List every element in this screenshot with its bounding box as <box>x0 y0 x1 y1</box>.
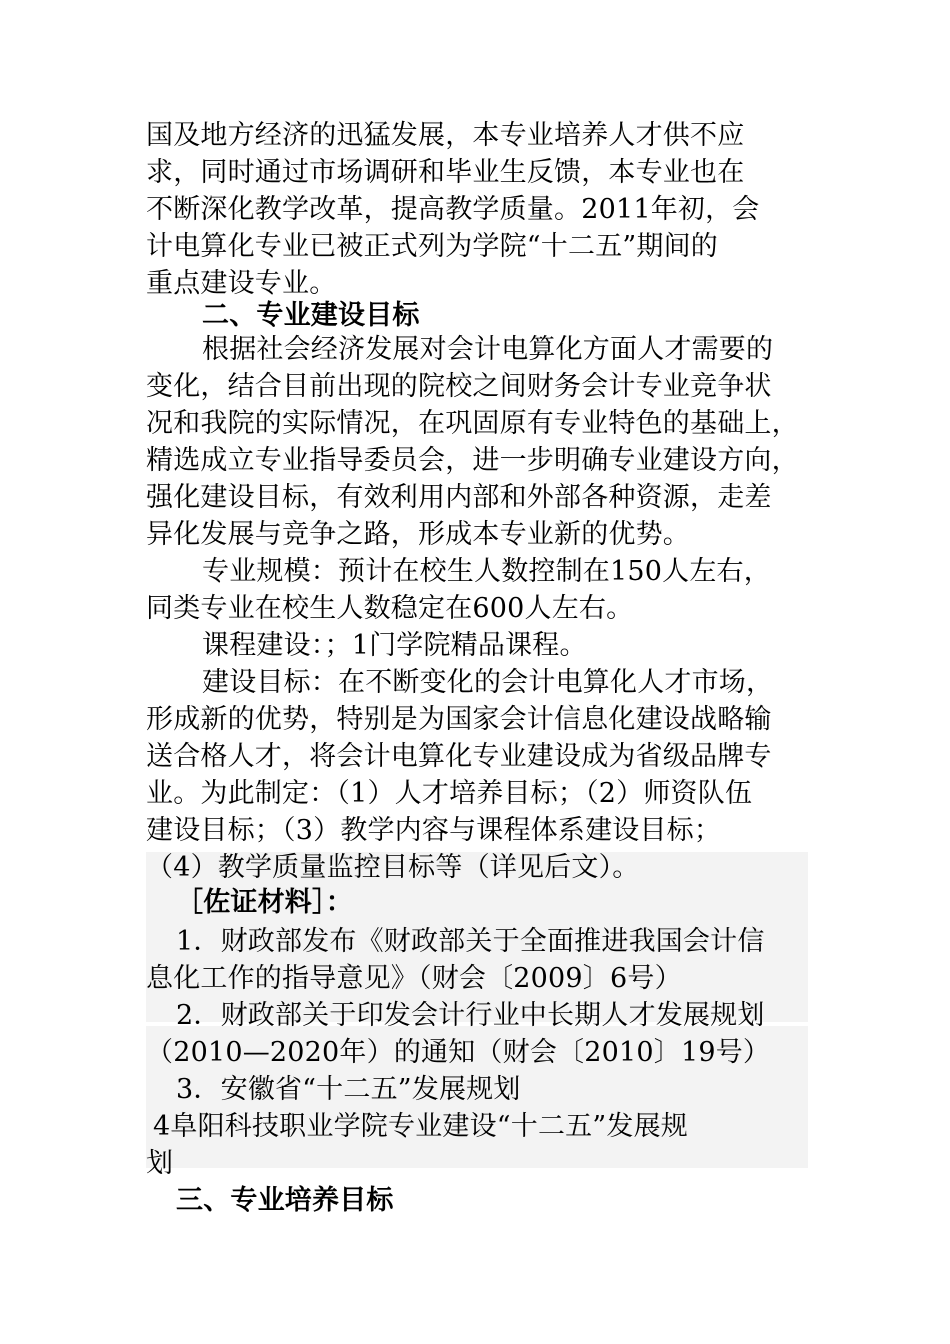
body-text-line: 变化，结合目前出现的院校之间财务会计专业竞争状 <box>146 371 772 402</box>
body-text-line: 建设目标：在不断变化的会计电算化人才市场， <box>202 667 774 698</box>
body-text-line: 不断深化教学改革，提高教学质量。2011年初，会 <box>146 194 760 225</box>
evidence-item: 2．财政部关于印发会计行业中长期人才发展规划 <box>176 1000 765 1031</box>
section-heading: 二、专业建设目标 <box>202 300 420 331</box>
evidence-item: 划 <box>146 1148 174 1179</box>
body-text-line: 精选成立专业指导委员会，进一步明确专业建设方向， <box>146 445 799 476</box>
body-text-line: 专业规模：预计在校生人数控制在150人左右， <box>202 556 771 587</box>
section-heading: 三、专业培养目标 <box>176 1185 394 1216</box>
body-text-line: 强化建设目标，有效利用内部和外部各种资源，走差 <box>146 482 772 513</box>
body-text-line: 重点建设专业。 <box>146 268 337 299</box>
body-text-line: 异化发展与竞争之路，形成本专业新的优势。 <box>146 519 690 550</box>
body-text-line: 况和我院的实际情况，在巩固原有专业特色的基础上， <box>146 408 799 439</box>
evidence-item: 1．财政部发布《财政部关于全面推进我国会计信 <box>176 926 765 957</box>
body-text-line: 课程建设：；1门学院精品课程。 <box>202 630 587 661</box>
body-text-line: 根据社会经济发展对会计电算化方面人才需要的 <box>202 334 774 365</box>
body-text-line: 计电算化专业已被正式列为学院“十二五”期间的 <box>146 231 719 262</box>
evidence-item: 息化工作的指导意见》（财会〔2009〕6号） <box>146 963 682 994</box>
body-text-line: 送合格人才，将会计电算化专业建设成为省级品牌专 <box>146 741 772 772</box>
body-text-line: 业。为此制定：（1）人才培养目标；（2）师资队伍 <box>146 778 753 809</box>
evidence-title: ［佐证材料］： <box>176 887 353 918</box>
evidence-item: 4阜阳科技职业学院专业建设“十二五”发展规 <box>153 1111 688 1142</box>
body-text-line: 求，同时通过市场调研和毕业生反馈，本专业也在 <box>146 157 745 188</box>
body-text-line: 同类专业在校生人数稳定在600人左右。 <box>146 593 634 624</box>
evidence-item: 3．安徽省“十二五”发展规划 <box>176 1074 521 1105</box>
body-text-line: 建设目标；（3）教学内容与课程体系建设目标； <box>146 815 722 846</box>
body-text-line: 国及地方经济的迅猛发展，本专业培养人才供不应 <box>146 120 745 151</box>
body-text-line: （4）教学质量监控目标等（详见后文）。 <box>146 852 640 883</box>
evidence-item: （2010—2020年）的通知（财会〔2010〕19号） <box>146 1037 771 1068</box>
body-text-line: 形成新的优势，特别是为国家会计信息化建设战略输 <box>146 704 772 735</box>
